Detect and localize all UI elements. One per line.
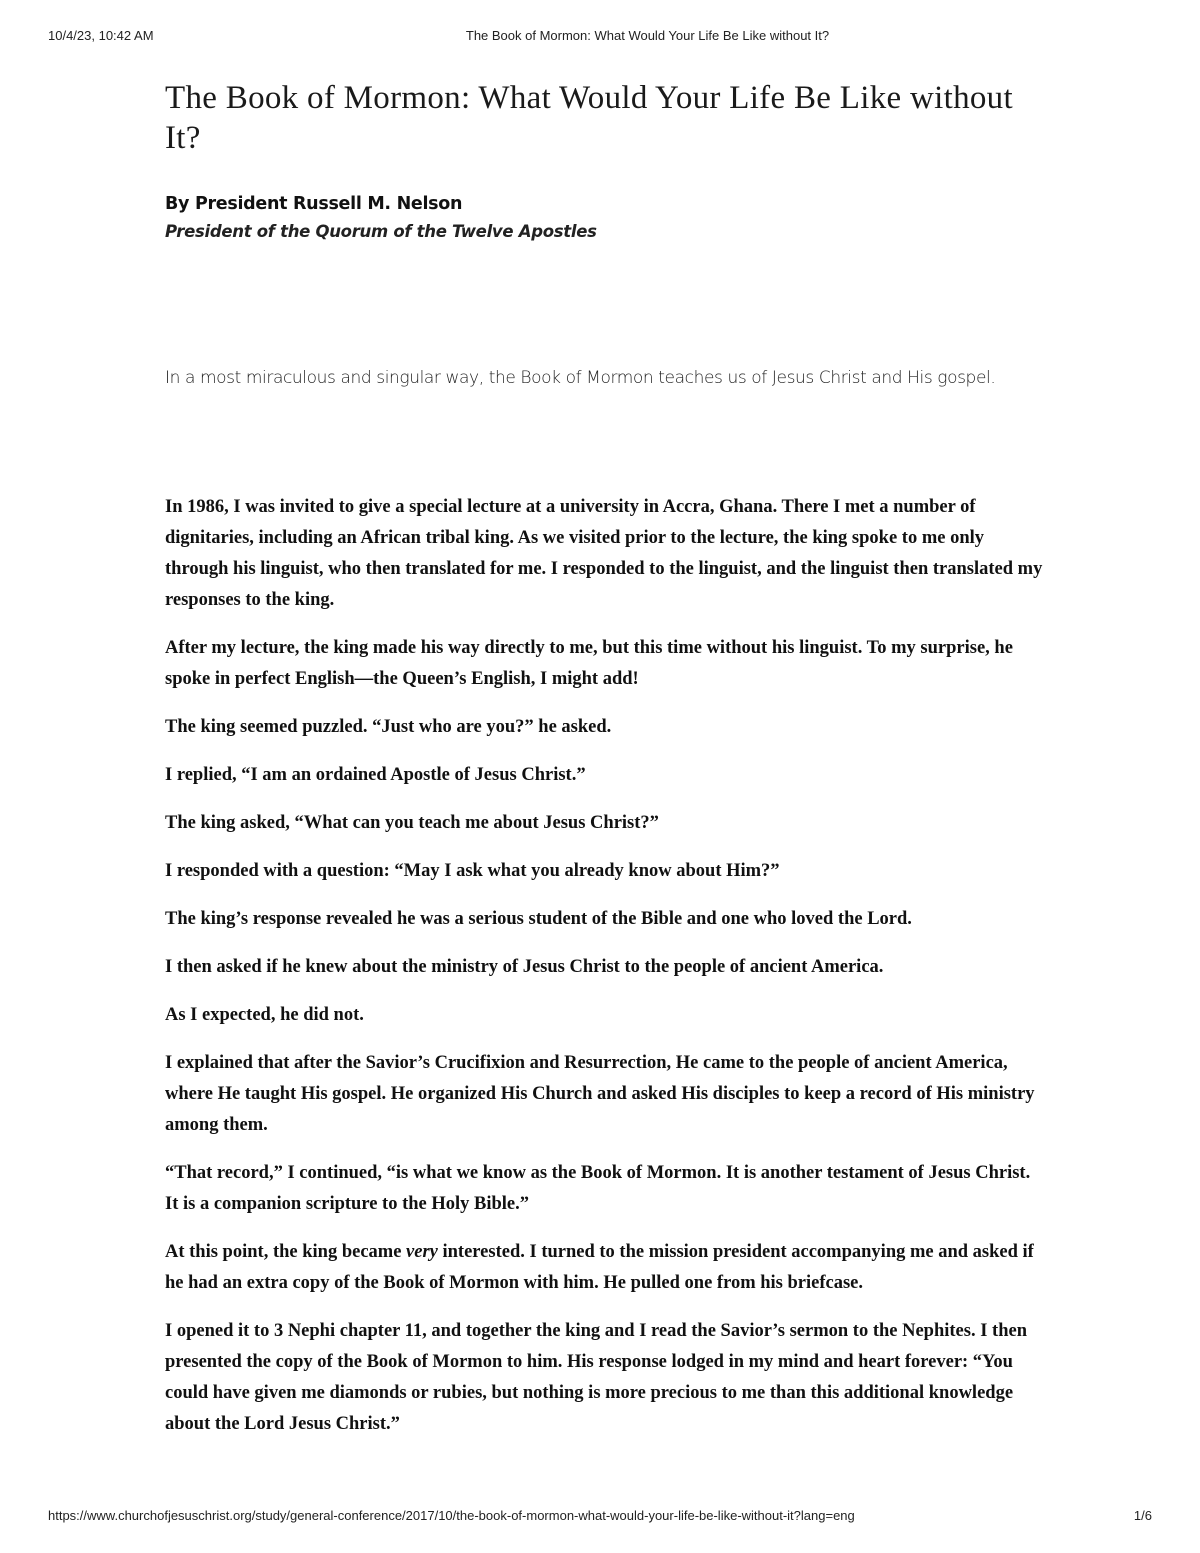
emphasis-text: very (406, 1242, 438, 1262)
body-paragraph: The king asked, “What can you teach me about Jesus Christ?” (165, 813, 659, 833)
author-name: By President Russell M. Nelson (165, 194, 463, 214)
body-paragraph: The king’s response revealed he was a serious student of the Bible and one who loved the Lord. (165, 909, 912, 929)
body-paragraph (165, 1237, 1045, 1299)
body-paragraph: In 1986, I was invited to give a special lecture at a university in Accra, Ghana. There I met a number of dignitaries, including an African tribal king. As we visited prior to the lecture, the king spoke to me only through his linguist, who then translated for me. I responded to the linguist, and the linguist then translated my responses to the king. (165, 497, 1043, 610)
body-paragraph: After my lecture, the king made his way directly to me, but this time without his linguist. To my surprise, he spoke in perfect English—the Queen’s English, I might add! (165, 638, 1013, 689)
paragraph-text: interested. I turned to the mission president accompanying me and asked if he had an extra copy of the Book of Mormon with him. He pulled one from his briefcase. (165, 1242, 1034, 1293)
body-paragraph: I then asked if he knew about the ministry of Jesus Christ to the people of ancient America. (165, 957, 884, 977)
author-role: President of the Quorum of the Twelve Apostles (165, 222, 597, 241)
print-url: https://www.churchofjesuschrist.org/study/general-conference/2017/10/the-book-of-mormon-what-would-your-life-be-like-without-it?lang=eng (48, 1508, 855, 1523)
article-header (165, 78, 1045, 241)
article-summary: In a most miraculous and singular way, the Book of Mormon teaches us of Jesus Christ and His gospel. (165, 368, 996, 388)
body-paragraph: I replied, “I am an ordained Apostle of Jesus Christ.” (165, 765, 586, 785)
body-paragraph: I responded with a question: “May I ask what you already know about Him?” (165, 861, 780, 881)
print-header (48, 28, 1152, 48)
article-title: The Book of Mormon: What Would Your Life Be Like without It? (165, 80, 1013, 156)
body-paragraph: As I expected, he did not. (165, 1005, 364, 1025)
body-paragraph: The king seemed puzzled. “Just who are you?” he asked. (165, 717, 612, 737)
article-body (165, 492, 1045, 1457)
paragraph-text: At this point, the king became (165, 1242, 407, 1262)
print-footer (48, 1508, 1152, 1528)
page-number: 1/6 (1133, 1508, 1152, 1523)
print-page-title: The Book of Mormon: What Would Your Life Be Like without It? (465, 28, 830, 43)
body-paragraph: I explained that after the Savior’s Crucifixion and Resurrection, He came to the people of ancient America, where He taught His gospel. He organized His Church and asked His disciples to keep a record of His ministry among them. (165, 1053, 1035, 1135)
body-paragraph: I opened it to 3 Nephi chapter 11, and together the king and I read the Savior’s sermon to the Nephites. I then presented the copy of the Book of Mormon to him. His response lodged in my mind and heart forever: “You could have given me diamonds or rubies, but nothing is more precious to me than this additional knowledge about the Lord Jesus Christ.” (165, 1321, 1027, 1434)
print-datetime: 10/4/23, 10:42 AM (48, 28, 154, 43)
body-paragraph: “That record,” I continued, “is what we know as the Book of Mormon. It is another testament of Jesus Christ. It is a companion scripture to the Holy Bible.” (165, 1163, 1031, 1214)
